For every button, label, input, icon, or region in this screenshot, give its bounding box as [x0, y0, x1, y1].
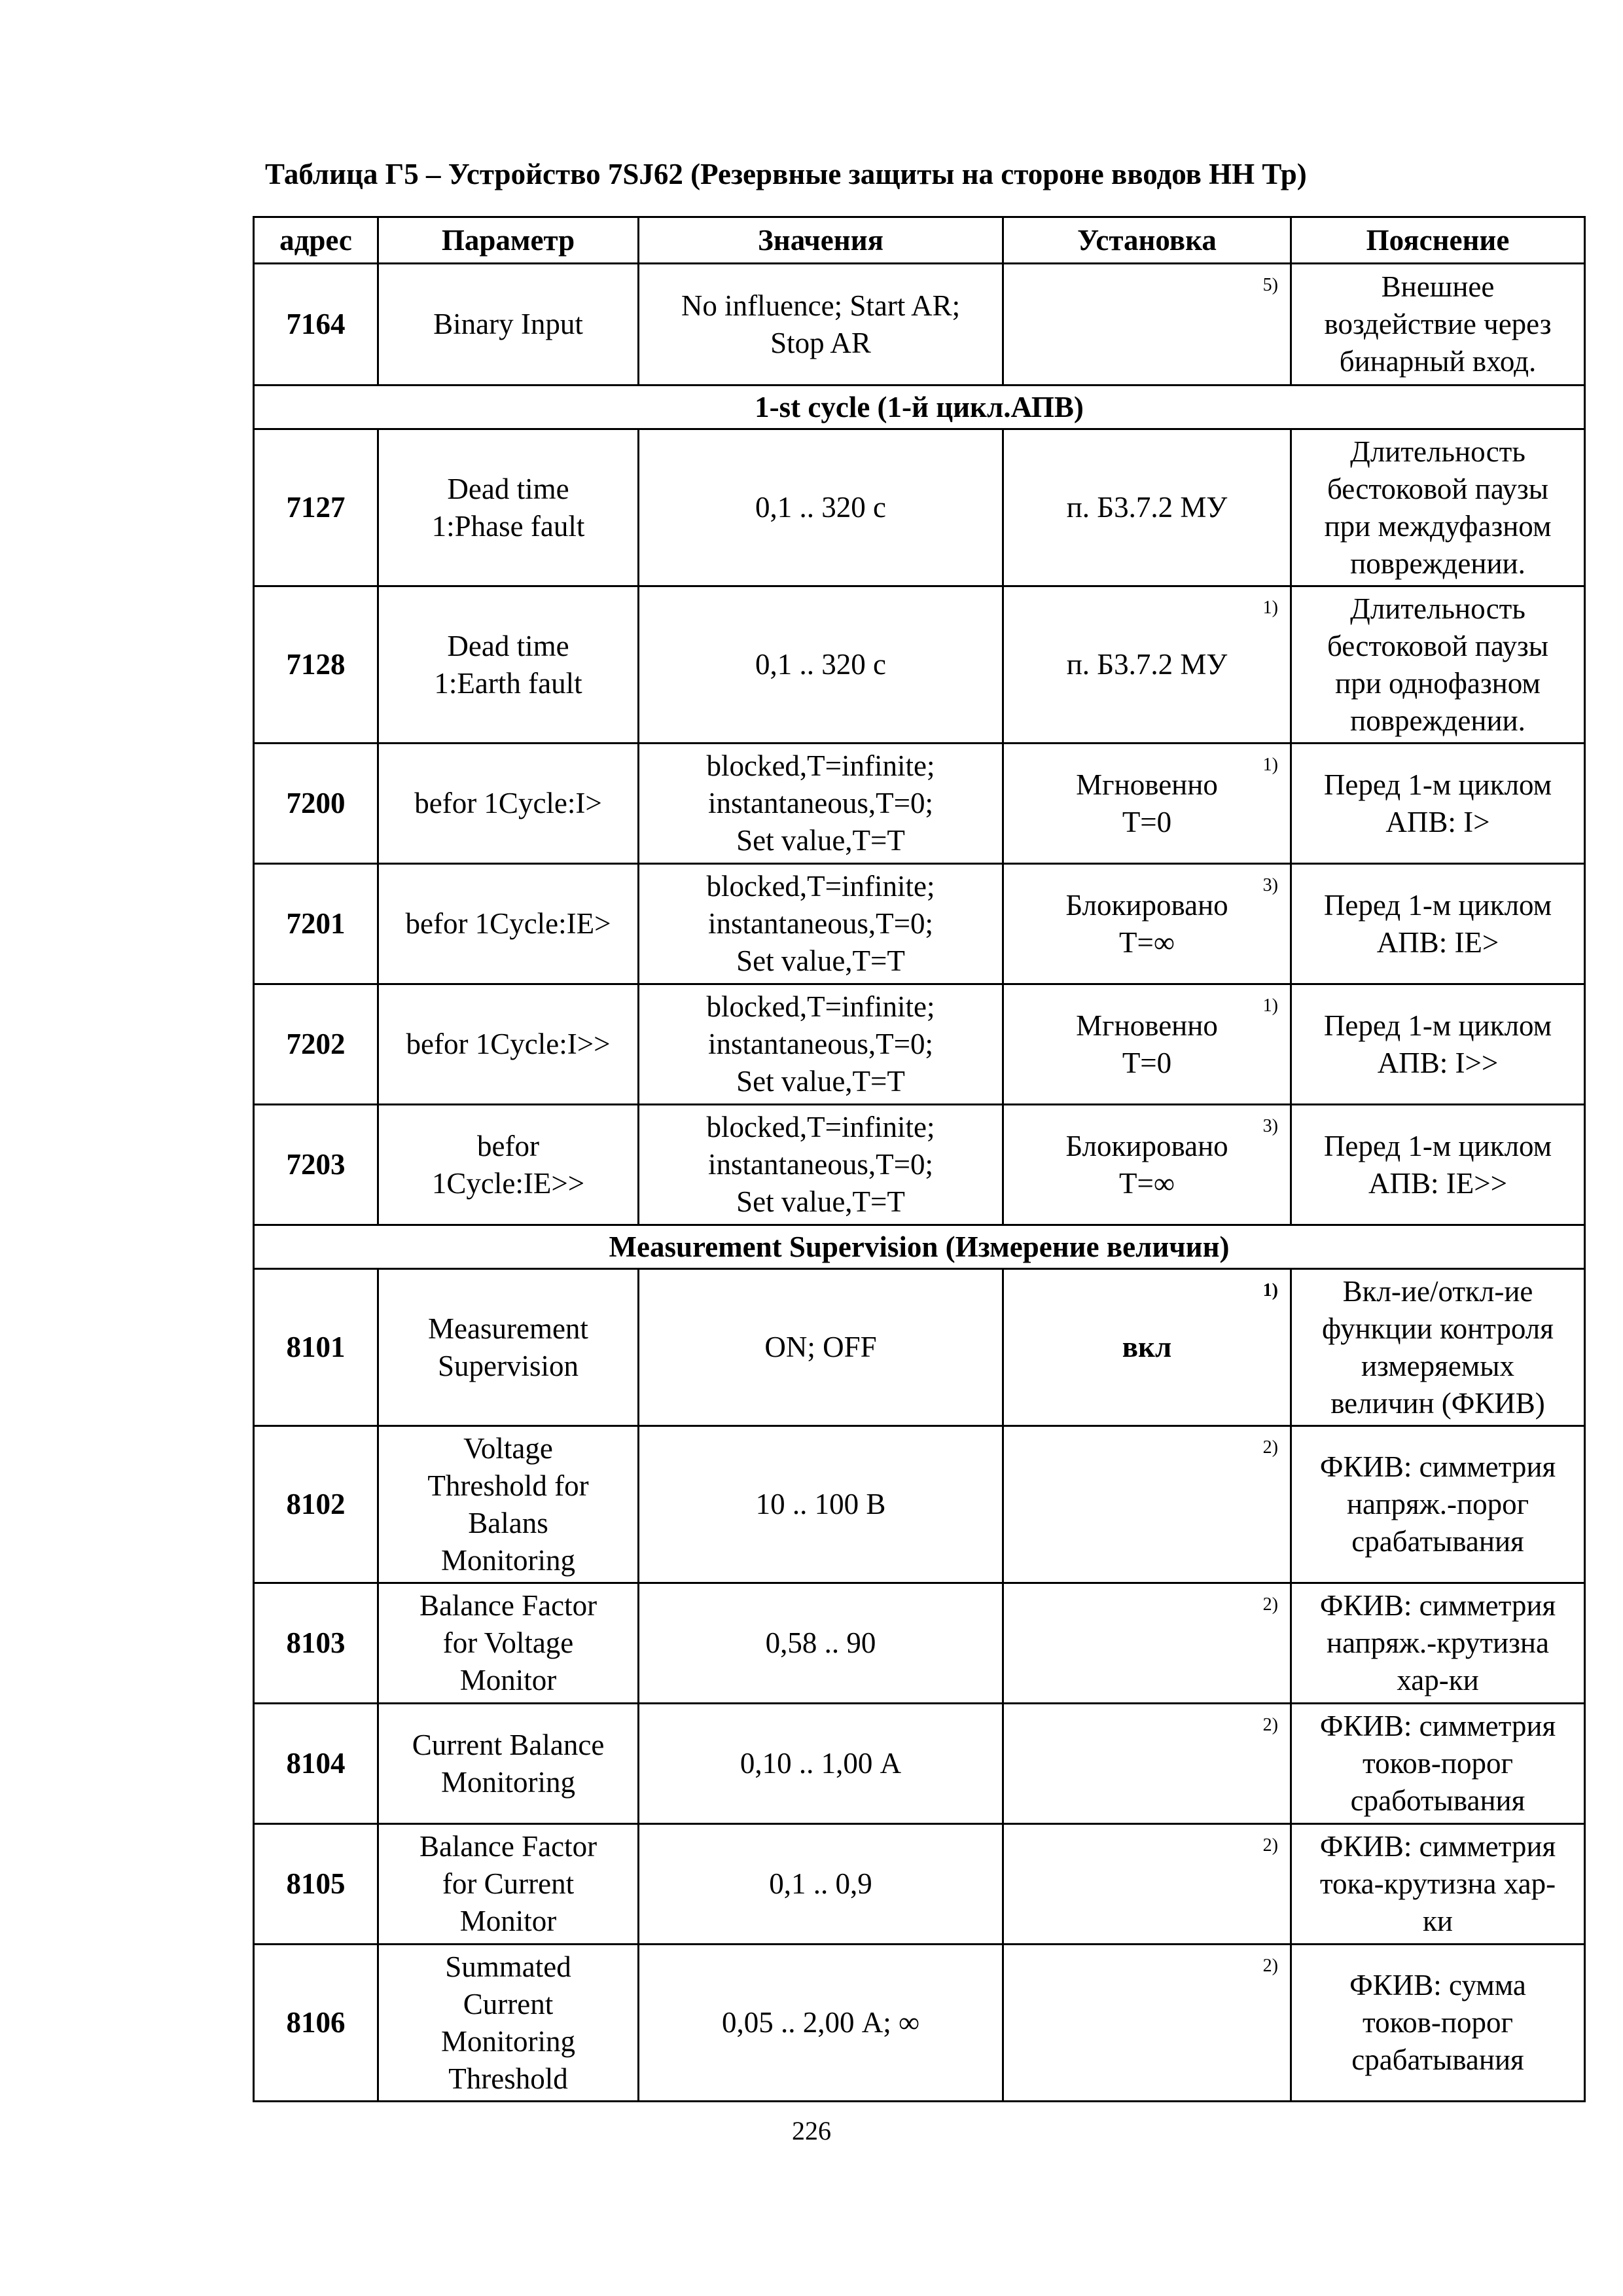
- cell-address: [254, 429, 378, 586]
- cell-explanation-text: Внешнее воздействие через бинарный вход.: [1324, 270, 1552, 378]
- cell-address-text: 7203: [286, 1148, 346, 1181]
- cell-values: [639, 1824, 1003, 1945]
- table-row: [254, 1583, 1585, 1704]
- cell-values-text: No influence; Start AR; Stop AR: [681, 289, 961, 359]
- cell-values: [639, 586, 1003, 744]
- footnote-marker: 2): [1262, 1437, 1278, 1458]
- cell-address: [254, 984, 378, 1105]
- cell-setting: [1003, 1105, 1291, 1225]
- cell-parameter-text: befor 1Cycle:I>>: [406, 1028, 611, 1060]
- footnote-marker: 1): [1262, 996, 1278, 1016]
- cell-setting: [1003, 984, 1291, 1105]
- table-row: [254, 1105, 1585, 1225]
- cell-setting-text: Мгновенно T=0: [1076, 1009, 1218, 1079]
- cell-explanation-text: ФКИВ: симметрия напряж.-порог срабатывания: [1319, 1450, 1556, 1558]
- cell-parameter: [378, 1105, 639, 1225]
- cell-address: [254, 1704, 378, 1824]
- section-row: [254, 1225, 1585, 1269]
- cell-explanation: [1291, 1704, 1585, 1824]
- cell-address-text: 7127: [286, 491, 346, 524]
- cell-values-text: blocked,T=infinite; instantaneous,T=0; Set value,T=T: [706, 1111, 935, 1218]
- footnote-marker: 2): [1262, 1835, 1278, 1856]
- cell-parameter-text: befor 1Cycle:I>: [414, 787, 602, 819]
- cell-parameter: [378, 1945, 639, 2102]
- cell-setting: [1003, 586, 1291, 744]
- cell-values-text: 0,1 .. 320 с: [755, 491, 886, 524]
- cell-address: [254, 1824, 378, 1945]
- cell-parameter-text: Balance Factor for Current Monitor: [419, 1830, 597, 1937]
- footnote-marker: 2): [1262, 1594, 1278, 1615]
- footnote-marker: 3): [1262, 875, 1278, 895]
- cell-explanation: [1291, 586, 1585, 744]
- table-row: [254, 1269, 1585, 1426]
- page-number: 226: [792, 2116, 831, 2145]
- table-row: [254, 864, 1585, 984]
- cell-explanation-text: Вкл-ие/откл-ие функции контроля измеряемых величин (ФКИВ): [1322, 1274, 1554, 1420]
- parameter-table: [253, 216, 1586, 2102]
- cell-address-text: 7128: [286, 648, 346, 681]
- footnote-marker: 2): [1262, 1956, 1278, 1976]
- cell-explanation: [1291, 1105, 1585, 1225]
- cell-values: [639, 1583, 1003, 1704]
- cell-address: [254, 1105, 378, 1225]
- cell-parameter: [378, 264, 639, 386]
- table-row: [254, 1824, 1585, 1945]
- cell-values: [639, 864, 1003, 984]
- cell-setting-text: вкл: [1122, 1331, 1172, 1363]
- table-row: [254, 744, 1585, 864]
- cell-values-text: 0,05 .. 2,00 А; ∞: [721, 2006, 920, 2039]
- cell-setting-text: Мгновенно T=0: [1076, 768, 1218, 838]
- cell-explanation: [1291, 864, 1585, 984]
- cell-address-text: 8103: [286, 1626, 346, 1659]
- cell-parameter-text: Dead time 1:Phase fault: [431, 472, 585, 543]
- cell-explanation: [1291, 984, 1585, 1105]
- cell-explanation-text: Перед 1-м циклом АПВ: I>: [1323, 768, 1552, 838]
- table-row: [254, 429, 1585, 586]
- cell-setting-text: Блокировано T=∞: [1065, 888, 1228, 959]
- cell-values: [639, 984, 1003, 1105]
- cell-address-text: 7164: [286, 308, 346, 340]
- cell-setting: [1003, 1704, 1291, 1824]
- cell-explanation-text: Перед 1-м циклом АПВ: I>>: [1323, 1009, 1552, 1079]
- cell-address-text: 7201: [286, 907, 346, 940]
- cell-parameter: [378, 1704, 639, 1824]
- cell-values-text: 0,1 .. 0,9: [769, 1867, 872, 1900]
- table-header-row: [254, 217, 1585, 264]
- cell-values: [639, 1704, 1003, 1824]
- cell-values: [639, 1105, 1003, 1225]
- cell-address: [254, 1269, 378, 1426]
- cell-explanation: [1291, 1269, 1585, 1426]
- section-row: [254, 386, 1585, 429]
- cell-setting: [1003, 1426, 1291, 1583]
- cell-setting: [1003, 1945, 1291, 2102]
- cell-parameter: [378, 744, 639, 864]
- cell-parameter: [378, 1824, 639, 1945]
- cell-address-text: 8104: [286, 1747, 346, 1780]
- cell-explanation-text: Длительность бестоковой паузы при однофазном повреждении.: [1327, 592, 1549, 737]
- cell-parameter-text: Summated Current Monitoring Threshold: [440, 1950, 575, 2095]
- footnote-marker: 1): [1262, 598, 1278, 618]
- cell-parameter-text: Dead time 1:Earth fault: [434, 629, 582, 700]
- cell-explanation-text: ФКИВ: симметрия напряж.-крутизна хар-ки: [1319, 1589, 1556, 1696]
- cell-address: [254, 1945, 378, 2102]
- table-body: [254, 264, 1585, 2102]
- cell-explanation-text: Длительность бестоковой паузы при междуфазном повреждении.: [1324, 435, 1552, 580]
- cell-explanation: [1291, 1945, 1585, 2102]
- cell-values-text: 0,1 .. 320 с: [755, 648, 886, 681]
- cell-setting: [1003, 1583, 1291, 1704]
- cell-explanation: [1291, 264, 1585, 386]
- cell-explanation-text: ФКИВ: сумма токов-порог срабатывания: [1349, 1969, 1526, 2076]
- table-row: [254, 1426, 1585, 1583]
- section-title: 1-st cycle (1-й цикл.АПВ): [254, 386, 1585, 429]
- cell-setting-text: п. Б3.7.2 МУ: [1066, 648, 1228, 681]
- cell-address: [254, 264, 378, 386]
- header-values: Значения: [639, 217, 1003, 264]
- cell-explanation-text: ФКИВ: симметрия тока-крутизна хар- ки: [1319, 1830, 1556, 1937]
- cell-explanation-text: Перед 1-м циклом АПВ: IE>>: [1323, 1129, 1552, 1200]
- cell-parameter-text: Current Balance Monitoring: [412, 1728, 605, 1799]
- header-parameter: Параметр: [378, 217, 639, 264]
- cell-setting: [1003, 264, 1291, 386]
- cell-setting: [1003, 744, 1291, 864]
- cell-address: [254, 1426, 378, 1583]
- table-row: [254, 1945, 1585, 2102]
- footnote-marker: 1): [1262, 1280, 1278, 1300]
- cell-parameter: [378, 1269, 639, 1426]
- table-title: Таблица Г5 – Устройство 7SJ62 (Резервные защиты на стороне вводов НН Тр): [265, 158, 1307, 190]
- cell-values: [639, 1945, 1003, 2102]
- cell-explanation: [1291, 1824, 1585, 1945]
- table-row: [254, 264, 1585, 386]
- cell-explanation: [1291, 1426, 1585, 1583]
- cell-address-text: 7202: [286, 1028, 346, 1060]
- footnote-marker: 3): [1262, 1116, 1278, 1136]
- cell-values: [639, 1269, 1003, 1426]
- cell-address: [254, 1583, 378, 1704]
- cell-address-text: 8102: [286, 1488, 346, 1520]
- cell-values: [639, 264, 1003, 386]
- cell-explanation-text: Перед 1-м циклом АПВ: IE>: [1323, 888, 1552, 959]
- cell-address: [254, 744, 378, 864]
- cell-setting: [1003, 864, 1291, 984]
- header-address: адрес: [254, 217, 378, 264]
- cell-parameter-text: Balance Factor for Voltage Monitor: [419, 1589, 597, 1696]
- cell-parameter: [378, 586, 639, 744]
- cell-setting: [1003, 1269, 1291, 1426]
- cell-values-text: ON; OFF: [764, 1331, 877, 1363]
- cell-explanation-text: ФКИВ: симметрия токов-порог сработывания: [1319, 1710, 1556, 1817]
- cell-parameter-text: Voltage Threshold for Balans Monitoring: [427, 1431, 589, 1577]
- cell-explanation: [1291, 744, 1585, 864]
- cell-setting-text: п. Б3.7.2 МУ: [1066, 491, 1228, 524]
- cell-parameter-text: Binary Input: [433, 308, 583, 340]
- cell-values-text: 0,58 .. 90: [765, 1626, 876, 1659]
- cell-address: [254, 864, 378, 984]
- cell-values: [639, 744, 1003, 864]
- header-explanation: Пояснение: [1291, 217, 1585, 264]
- cell-setting: [1003, 1824, 1291, 1945]
- cell-parameter: [378, 1426, 639, 1583]
- cell-values-text: blocked,T=infinite; instantaneous,T=0; Set value,T=T: [706, 870, 935, 977]
- cell-values-text: blocked,T=infinite; instantaneous,T=0; Set value,T=T: [706, 749, 935, 857]
- cell-values: [639, 429, 1003, 586]
- cell-setting-text: Блокировано T=∞: [1065, 1129, 1228, 1200]
- table-row: [254, 586, 1585, 744]
- cell-address-text: 8101: [286, 1331, 346, 1363]
- cell-explanation: [1291, 429, 1585, 586]
- cell-address-text: 7200: [286, 787, 346, 819]
- cell-address-text: 8106: [286, 2006, 346, 2039]
- footnote-marker: 5): [1262, 275, 1278, 295]
- footnote-marker: 2): [1262, 1715, 1278, 1735]
- cell-address-text: 8105: [286, 1867, 346, 1900]
- cell-parameter-text: Measurement Supervision: [428, 1312, 588, 1382]
- cell-parameter: [378, 984, 639, 1105]
- cell-parameter: [378, 1583, 639, 1704]
- cell-parameter-text: befor 1Cycle:IE>>: [431, 1129, 585, 1200]
- table-row: [254, 984, 1585, 1105]
- cell-parameter-text: befor 1Cycle:IE>: [405, 907, 611, 940]
- cell-values-text: 10 .. 100 В: [755, 1488, 886, 1520]
- cell-values: [639, 1426, 1003, 1583]
- cell-parameter: [378, 429, 639, 586]
- cell-explanation: [1291, 1583, 1585, 1704]
- cell-setting: [1003, 429, 1291, 586]
- cell-parameter: [378, 864, 639, 984]
- cell-values-text: blocked,T=infinite; instantaneous,T=0; Set value,T=T: [706, 990, 935, 1098]
- header-setting: Установка: [1003, 217, 1291, 264]
- footnote-marker: 1): [1262, 755, 1278, 775]
- cell-address: [254, 586, 378, 744]
- table-row: [254, 1704, 1585, 1824]
- section-title: Measurement Supervision (Измерение величин): [254, 1225, 1585, 1269]
- cell-values-text: 0,10 .. 1,00 А: [740, 1747, 902, 1780]
